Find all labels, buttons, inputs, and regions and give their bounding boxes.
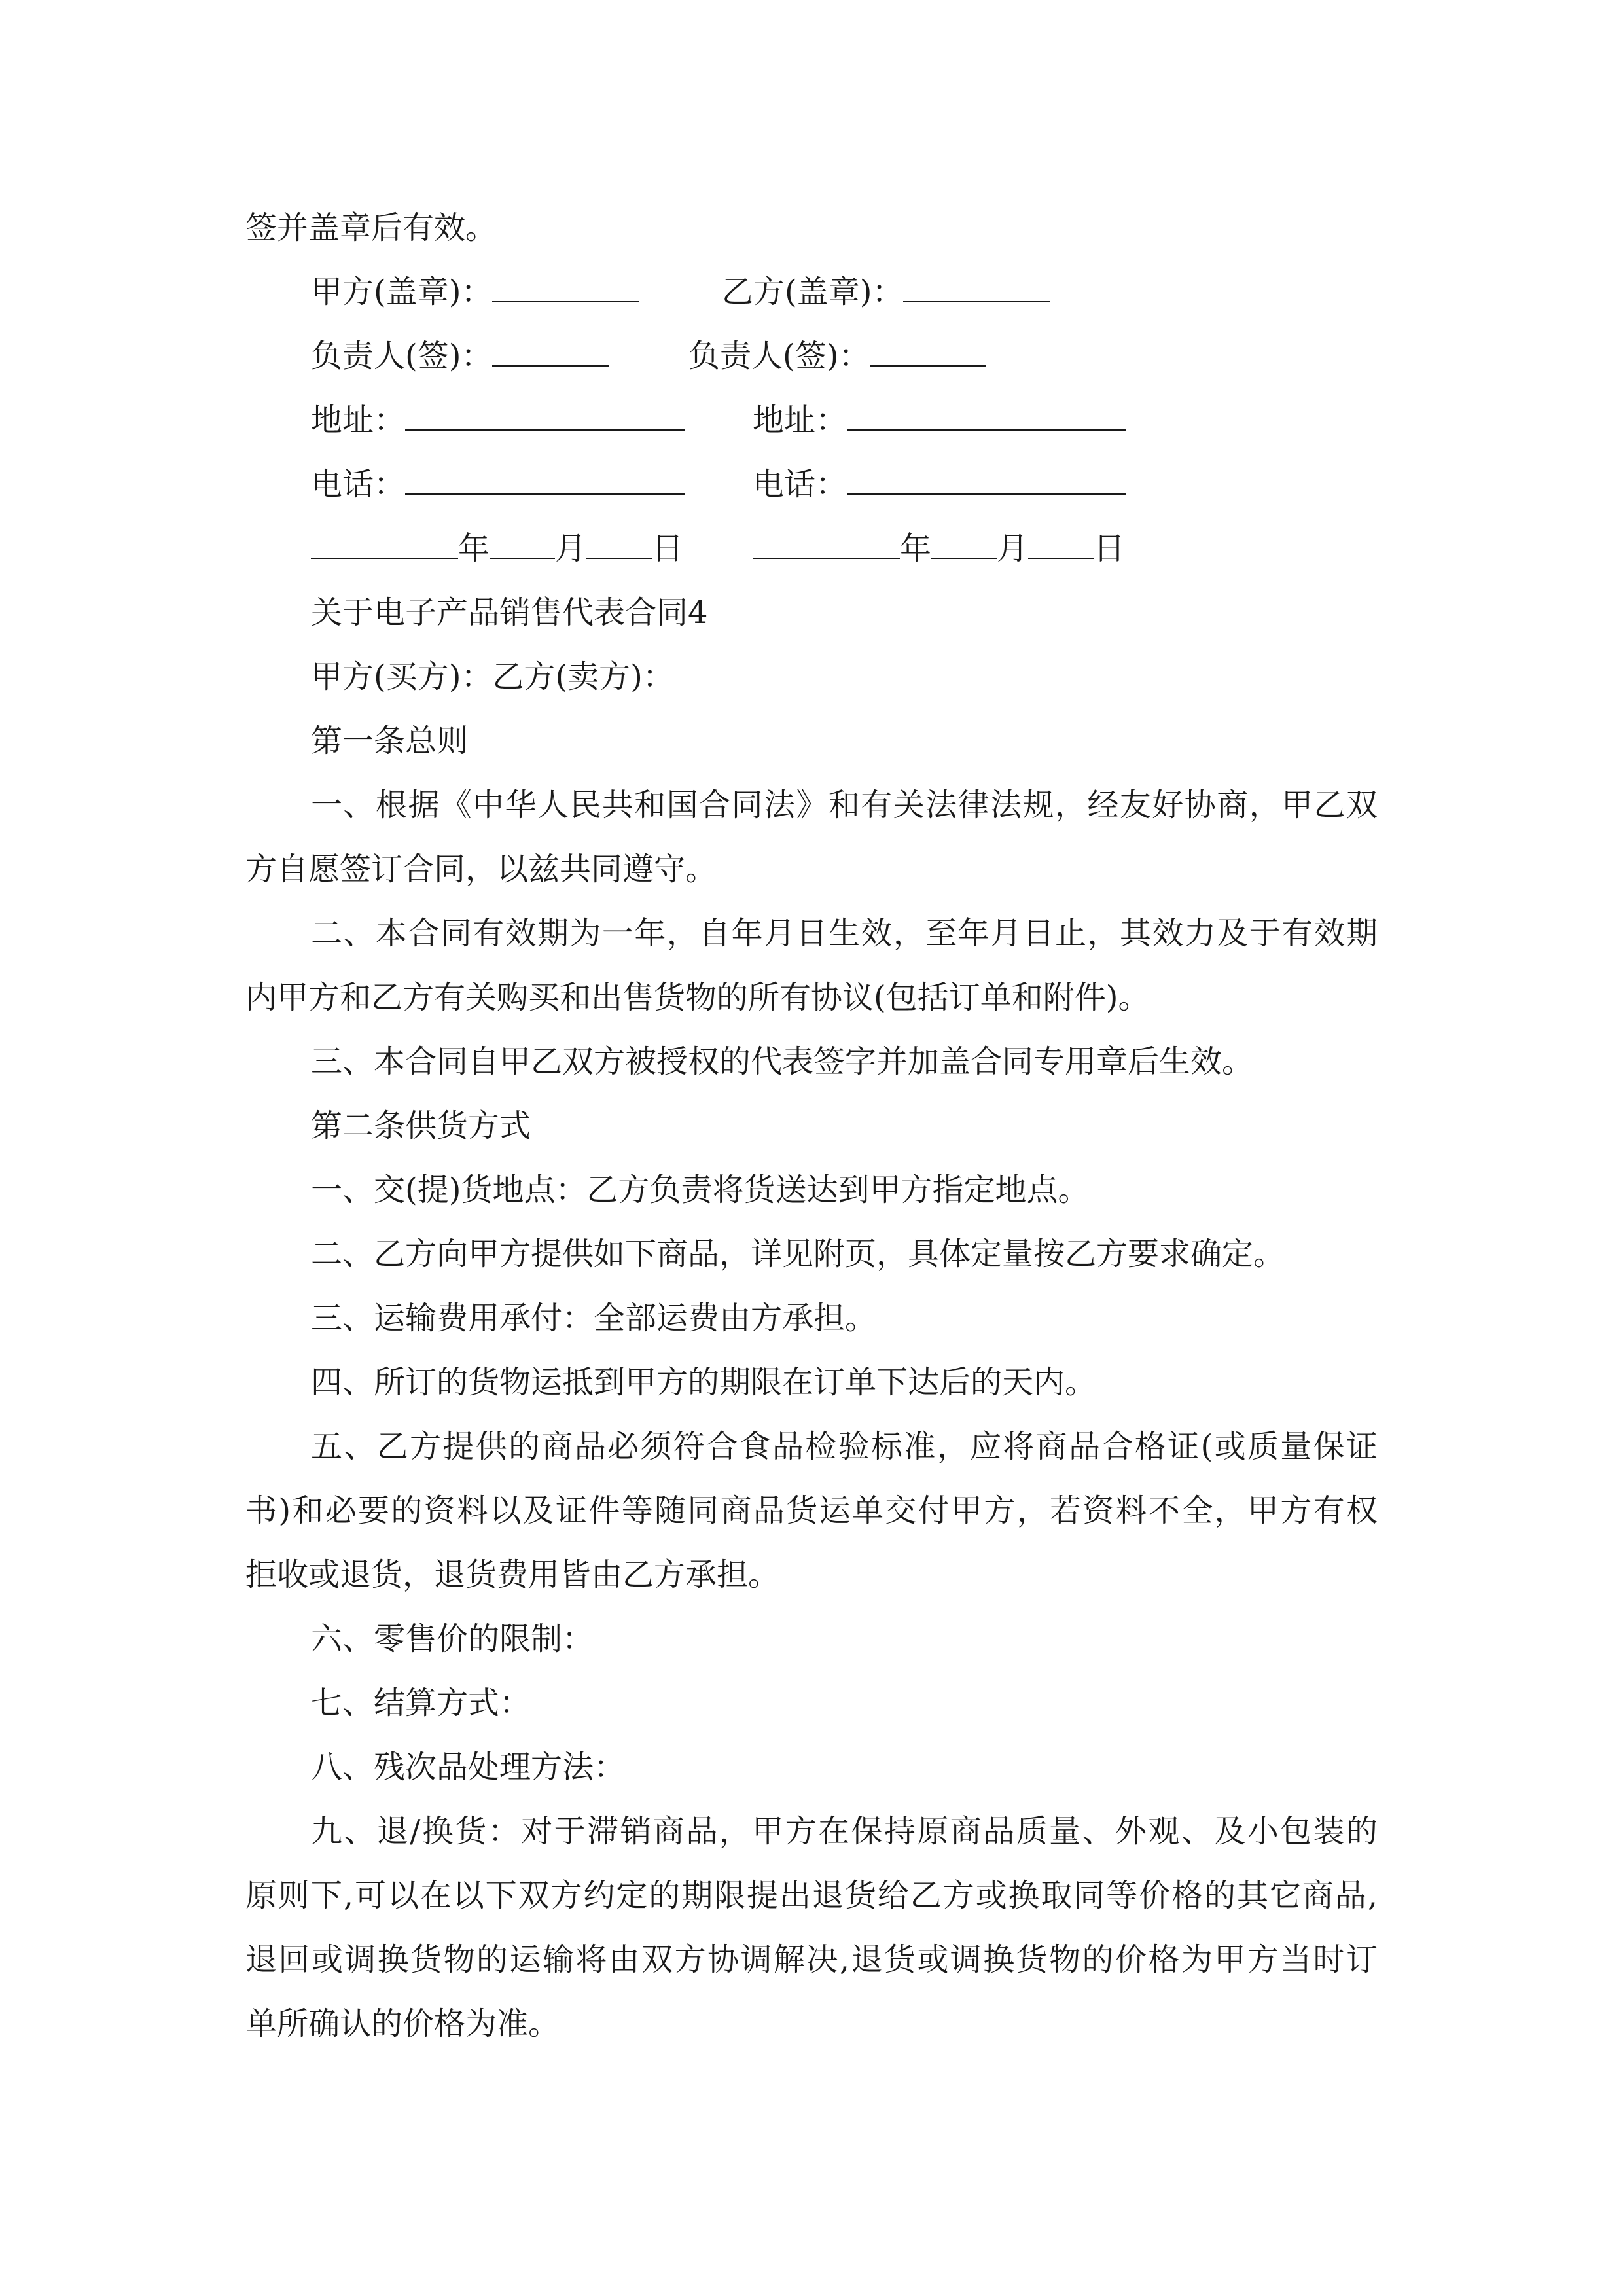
address-b-blank bbox=[847, 401, 1126, 431]
address-a-blank bbox=[405, 401, 685, 431]
date-a-day-label: 日 bbox=[652, 530, 684, 567]
article1-p2-line1: 二、本合同有效期为一年，自年月日生效，至年月日止，其效力及于有效期 bbox=[311, 915, 1378, 952]
date-a-year-blank bbox=[311, 529, 458, 559]
address-a-row bbox=[311, 401, 685, 440]
article2-item3: 三、运输费用承付：全部运费由方承担。 bbox=[311, 1300, 877, 1336]
article2-heading: 第二条供货方式 bbox=[311, 1107, 531, 1144]
date-a-day-blank bbox=[586, 529, 652, 559]
article2-item8: 八、残次品处理方法： bbox=[311, 1749, 626, 1785]
date-a-month-blank bbox=[490, 529, 555, 559]
party-a-seal-row bbox=[311, 272, 639, 312]
article1-p1-line2: 方自愿签订合同，以兹共同遵守。 bbox=[245, 851, 717, 888]
address-b-label: 地址： bbox=[753, 402, 847, 439]
principal-b-blank bbox=[870, 336, 986, 367]
date-b-month-label: 月 bbox=[997, 530, 1029, 567]
phone-a-row bbox=[311, 465, 685, 504]
article1-p3: 三、本合同自甲乙双方被授权的代表签字并加盖合同专用章后生效。 bbox=[311, 1043, 1254, 1080]
principal-b-row bbox=[688, 336, 986, 376]
contract-title: 关于电子产品销售代表合同4 bbox=[311, 594, 708, 631]
date-a-year-label: 年 bbox=[458, 530, 490, 567]
date-b-day-blank bbox=[1028, 529, 1094, 559]
date-b-year-blank bbox=[753, 529, 900, 559]
article1-heading: 第一条总则 bbox=[311, 723, 469, 759]
principal-a-label: 负责人(签)： bbox=[311, 338, 493, 374]
phone-a-label: 电话： bbox=[311, 466, 406, 503]
party-b-seal-blank bbox=[903, 272, 1050, 302]
article2-item9-line3: 退回或调换货物的运输将由双方协调解决,退货或调换货物的价格为甲方当时订 bbox=[245, 1941, 1378, 1978]
article2-item9-line4: 单所确认的价格为准。 bbox=[245, 2005, 560, 2042]
article2-item2: 二、乙方向甲方提供如下商品，详见附页，具体定量按乙方要求确定。 bbox=[311, 1236, 1285, 1272]
date-b-day-label: 日 bbox=[1094, 530, 1126, 567]
principal-b-label: 负责人(签)： bbox=[688, 338, 870, 374]
party-a-seal-blank bbox=[492, 272, 639, 302]
article2-item5-line1: 五、乙方提供的商品必须符合食品检验标准，应将商品合格证(或质量保证 bbox=[311, 1428, 1378, 1465]
article2-item5-line3: 拒收或退货，退货费用皆由乙方承担。 bbox=[245, 1556, 780, 1593]
principal-a-blank bbox=[492, 336, 609, 367]
date-b-row bbox=[753, 529, 1125, 568]
article1-p2-line2: 内甲方和乙方有关购买和出售货物的所有协议(包括订单和附件)。 bbox=[245, 979, 1150, 1016]
parties-line: 甲方(买方)：乙方(卖方)： bbox=[311, 658, 674, 695]
article2-item6: 六、零售价的限制： bbox=[311, 1621, 594, 1657]
phone-a-blank bbox=[405, 465, 685, 495]
article2-item9-line2: 原则下,可以在以下双方约定的期限提出退货给乙方或换取同等价格的其它商品, bbox=[245, 1877, 1378, 1914]
article2-item7: 七、结算方式： bbox=[311, 1685, 531, 1721]
address-b-row bbox=[753, 401, 1126, 440]
phone-b-blank bbox=[847, 465, 1126, 495]
date-b-month-blank bbox=[931, 529, 997, 559]
principal-a-row bbox=[311, 336, 609, 376]
article2-item5-line2: 书)和必要的资料以及证件等随同商品货运单交付甲方，若资料不全，甲方有权 bbox=[245, 1492, 1378, 1529]
article2-item9-line1: 九、退/换货：对于滞销商品，甲方在保持原商品质量、外观、及小包装的 bbox=[311, 1813, 1378, 1850]
phone-b-row bbox=[753, 465, 1126, 504]
party-b-seal-row bbox=[722, 272, 1050, 312]
phone-b-label: 电话： bbox=[753, 466, 847, 503]
intro-tail: 签并盖章后有效。 bbox=[245, 209, 497, 246]
party-a-seal-label: 甲方(盖章)： bbox=[311, 274, 493, 310]
article1-p1-line1: 一、根据《中华人民共和国合同法》和有关法律法规，经友好协商，甲乙双 bbox=[311, 787, 1378, 823]
address-a-label: 地址： bbox=[311, 402, 406, 439]
article2-item1: 一、交(提)货地点：乙方负责将货送达到甲方指定地点。 bbox=[311, 1172, 1090, 1208]
date-a-month-label: 月 bbox=[555, 530, 587, 567]
article2-item4: 四、所订的货物运抵到甲方的期限在订单下达后的天内。 bbox=[311, 1364, 1097, 1401]
party-b-seal-label: 乙方(盖章)： bbox=[722, 274, 904, 310]
date-b-year-label: 年 bbox=[900, 530, 932, 567]
date-a-row bbox=[311, 529, 683, 568]
